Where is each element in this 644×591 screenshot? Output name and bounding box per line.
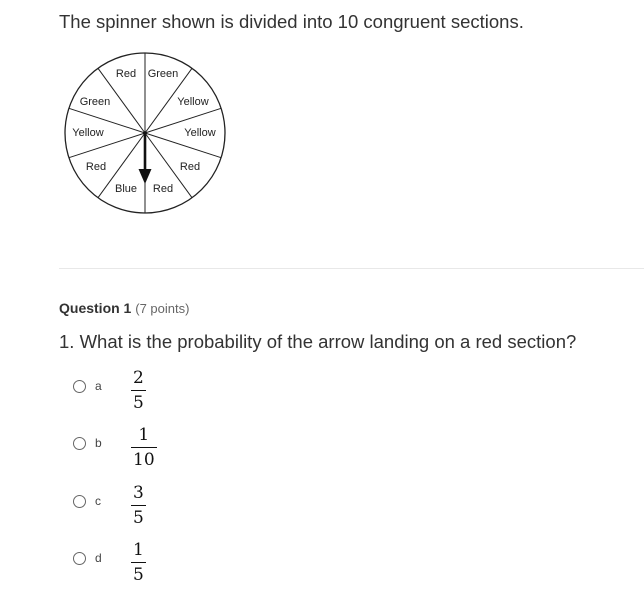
answer-option-d[interactable] — [73, 540, 273, 591]
section-label: Red — [179, 161, 201, 173]
option-fraction — [131, 370, 146, 412]
question-header — [59, 300, 189, 316]
fraction-denominator: 10 — [133, 450, 155, 470]
section-label: Yellow — [184, 127, 216, 139]
section-divider — [59, 268, 644, 269]
option-letter: b — [95, 436, 102, 450]
section-label: Yellow — [177, 96, 209, 108]
intro-text: The spinner shown is divided into 10 congruent sections. — [59, 11, 524, 32]
radio-button-b[interactable] — [73, 437, 86, 450]
fraction-denominator: 5 — [133, 508, 144, 528]
section-label: Red — [85, 161, 107, 173]
fraction-numerator: 3 — [133, 483, 144, 503]
section-label: Red — [115, 68, 137, 80]
answer-option-b[interactable] — [73, 425, 273, 477]
option-letter: d — [95, 551, 102, 565]
spinner-image — [62, 50, 228, 216]
option-letter: c — [95, 494, 101, 508]
section-label: Yellow — [72, 127, 104, 139]
answer-option-a[interactable] — [73, 368, 273, 420]
option-letter: a — [95, 379, 102, 393]
radio-button-d[interactable] — [73, 552, 86, 565]
question-points: (7 points) — [135, 301, 190, 316]
fraction-denominator: 5 — [133, 393, 144, 413]
option-fraction — [131, 485, 146, 527]
section-label: Red — [152, 183, 174, 195]
answer-option-c[interactable] — [73, 483, 273, 535]
fraction-numerator: 2 — [133, 368, 144, 388]
fraction-numerator: 1 — [138, 425, 150, 445]
fraction-denominator: 5 — [133, 565, 144, 585]
fraction-numerator: 1 — [133, 540, 144, 560]
section-label: Blue — [114, 183, 138, 195]
question-title: Question 1 — [59, 300, 132, 316]
section-label: Green — [147, 68, 179, 80]
question-text: 1. What is the probability of the arrow landing on a red section? — [59, 331, 577, 352]
option-fraction — [131, 542, 146, 584]
section-label: Green — [79, 96, 111, 108]
radio-button-c[interactable] — [73, 495, 86, 508]
option-fraction — [131, 427, 157, 469]
radio-button-a[interactable] — [73, 380, 86, 393]
